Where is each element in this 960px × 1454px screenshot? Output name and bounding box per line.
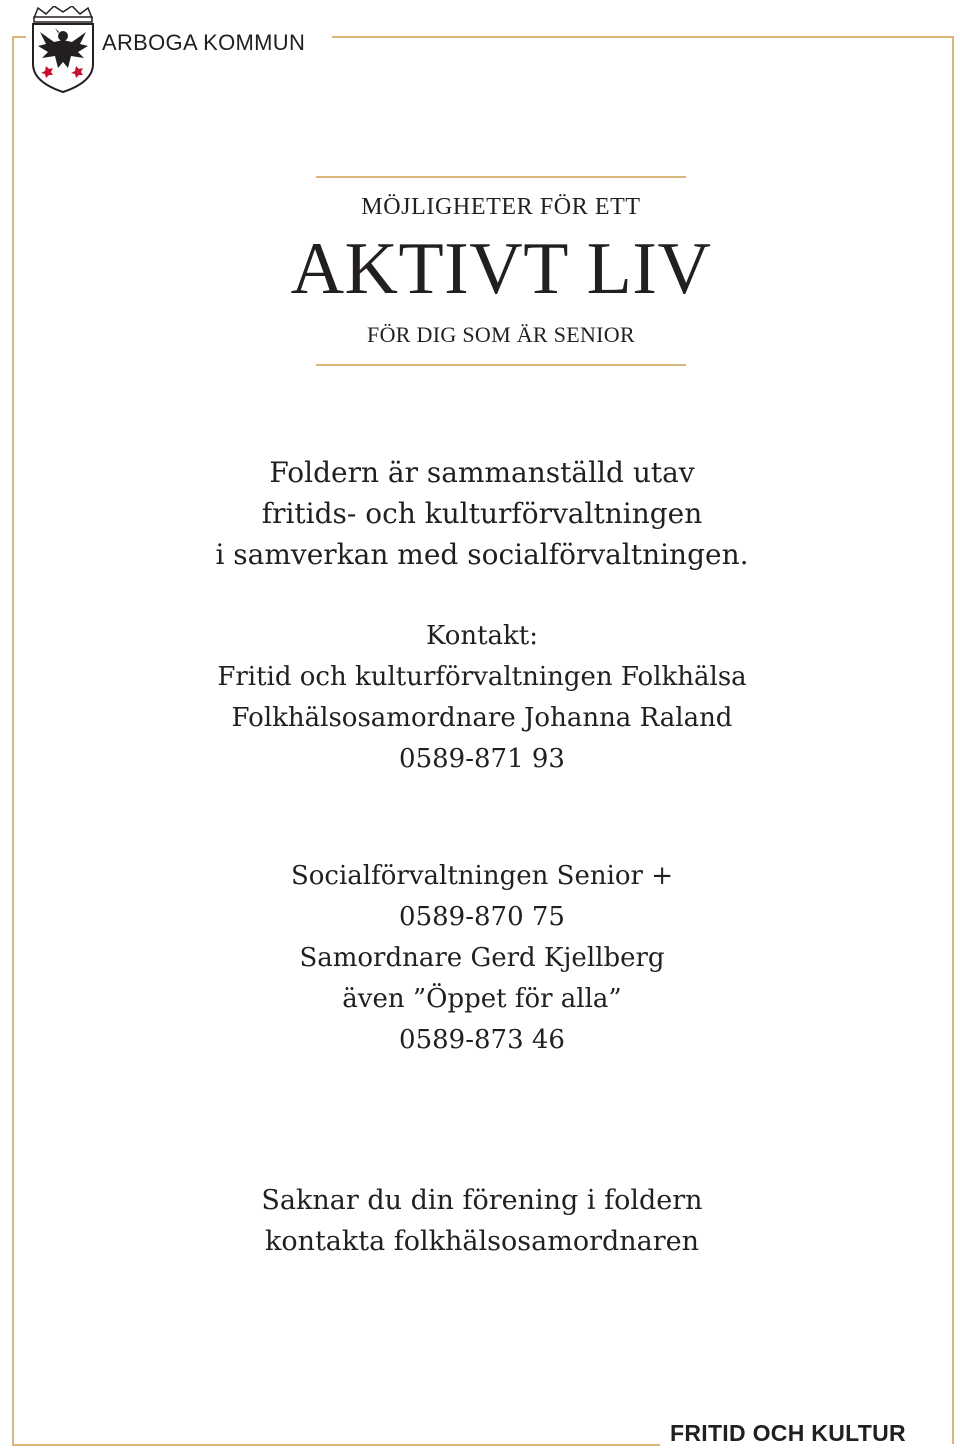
frame-top-rule xyxy=(332,36,952,38)
intro-line: Foldern är sammanställd utav xyxy=(269,456,695,489)
social-open-phone: 0589-873 46 xyxy=(399,1025,565,1055)
closing-line: kontakta folkhälsosamordnaren xyxy=(264,1226,700,1257)
intro-line: fritids- och kulturförvaltningen xyxy=(261,497,703,530)
title-rule-top xyxy=(316,176,686,178)
footer-department-label: FRITID OCH KULTUR xyxy=(670,1420,906,1446)
title-rule-bottom xyxy=(316,364,686,366)
social-coordinator: Samordnare Gerd Kjellberg xyxy=(299,943,665,973)
contact-person: Folkhälsosamordnare Johanna Raland xyxy=(231,703,733,733)
social-department: Socialförvaltningen Senior + xyxy=(290,861,674,891)
contact-phone: 0589-871 93 xyxy=(399,744,565,774)
arboga-coat-of-arms-icon xyxy=(28,6,98,94)
contact-department: Fritid och kulturförvaltningen Folkhälsa xyxy=(217,662,747,692)
social-phone: 0589-870 75 xyxy=(399,902,565,932)
closing-note xyxy=(0,1180,960,1262)
contact-heading: Kontakt: xyxy=(425,621,539,651)
frame-corner-rule xyxy=(12,36,26,38)
closing-line: Saknar du din förening i foldern xyxy=(261,1185,703,1216)
contact-block xyxy=(0,616,960,780)
kicker-text: MÖJLIGHETER FÖR ETT xyxy=(361,194,641,220)
page-title: AKTIVT LIV xyxy=(290,228,712,310)
social-open-note: även ”Öppet för alla” xyxy=(342,984,622,1014)
frame-bottom-rule xyxy=(12,1444,660,1446)
social-services-block xyxy=(0,856,960,1061)
org-name: ARBOGA KOMMUN xyxy=(102,30,306,55)
page-subtitle: FÖR DIG SOM ÄR SENIOR xyxy=(367,322,635,347)
intro-paragraph xyxy=(0,452,960,575)
intro-line: i samverkan med socialförvaltningen. xyxy=(215,538,749,571)
